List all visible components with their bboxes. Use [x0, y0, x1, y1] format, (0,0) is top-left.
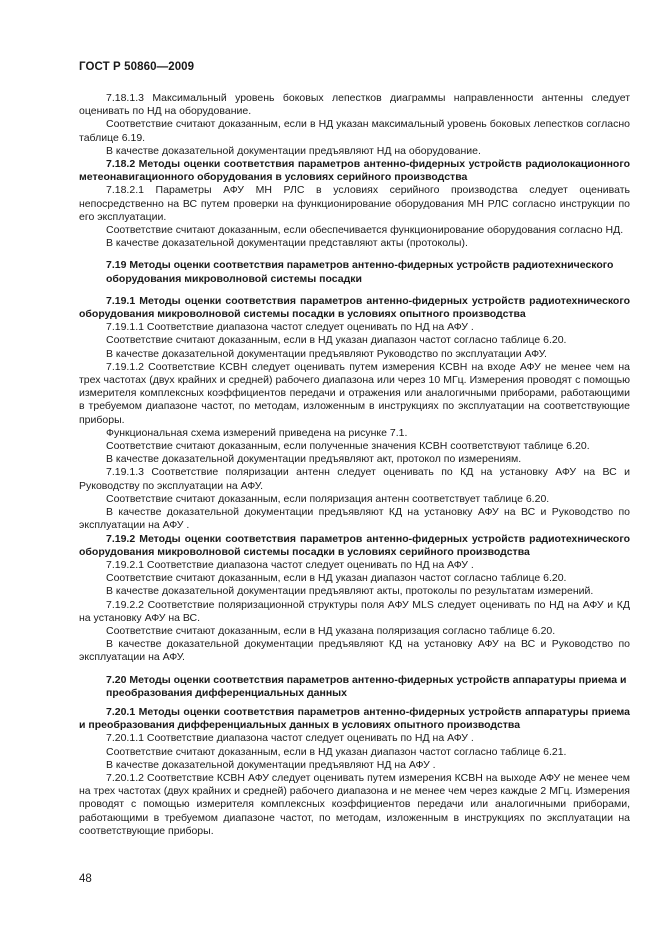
- paragraph: Соответствие считают доказанным, если в НД указан диапазон частот согласно таблице 6.20.: [106, 572, 567, 585]
- paragraph: Соответствие считают доказанным, если в НД указан диапазон частот согласно таблице 6.21.: [106, 745, 567, 758]
- paragraph: Соответствие считают доказанным, если поляризация антенн соответствует таблице 6.20.: [106, 492, 550, 505]
- paragraph: В качестве доказательной документации представляют акты (протоколы).: [106, 237, 468, 250]
- paragraph: Соответствие считают доказанным, если в НД указан диапазон частот согласно таблице 6.20.: [106, 334, 567, 347]
- paragraph: Соответствие считают доказанным, если в НД указан максимальный уровень боковых лепестков согласно таблице 6.19.: [79, 118, 630, 144]
- paragraph: Соответствие считают доказанным, если обеспечивается функционирование оборудования согласно НД.: [106, 224, 624, 237]
- page-number: 48: [79, 873, 92, 885]
- paragraph: В качестве доказательной документации предъявляют КД на установку АФУ на ВС и Руководство по эксплуатации на АФУ.: [79, 638, 630, 664]
- subsection-heading: 7.20.1 Методы оценки соответствия параметров антенно-фидерных устройств аппаратуры приема и преобразования дифференциальных данных в условиях опытного производства: [79, 705, 630, 732]
- paragraph: 7.20.1.1 Соответствие диапазона частот следует оценивать по НД на АФУ .: [106, 732, 474, 745]
- paragraph: 7.20.1.2 Соответствие КСВН АФУ следует оценивать путем измерения КСВН на выходе АФУ не менее чем на трех частотах (двух крайних и средней) рабочего диапазона и не менее чем через каждые 2 МГц. Измерения проводят с помощью измерителя комплексных коэффициентов передачи или аналогичными приборами, работающими в требуемом диапазоне частот, по методам, изложенным в инструкциях по эксплуатации на соответствующие приборы.: [79, 771, 630, 837]
- section-heading: 7.19 Методы оценки соответствия параметров антенно-фидерных устройств радиотехнического оборудования микроволновой системы посадки: [106, 259, 614, 285]
- paragraph: 7.19.1.2 Соответствие КСВН следует оценивать путем измерения КСВН на входе АФУ не менее чем на трех частотах (двух крайних и средней) рабочего диапазона или через 10 МГц. Измерения проводят с помощью измерителя комплексных коэффициентов передачи и отражения или аналогичными приборами, работающими в требуемом диапазоне частот, по методам, изложенным в инструкциях по эксплуатации на соответствующие приборы.: [79, 360, 630, 426]
- paragraph: В качестве доказательной документации предъявляют Руководство по эксплуатации АФУ.: [106, 347, 547, 360]
- paragraph: В качестве доказательной документации предъявляют акт, протокол по измерениям.: [106, 453, 522, 466]
- paragraph: В качестве доказательной документации предъявляют КД на установку АФУ на ВС и Руководство по эксплуатации на АФУ .: [79, 506, 630, 532]
- paragraph: Функциональная схема измерений приведена на рисунке 7.1.: [106, 426, 408, 439]
- section-heading: 7.20 Методы оценки соответствия параметров антенно-фидерных устройств аппаратуры приема и преобразования дифференциальных данных: [106, 673, 627, 699]
- subsection-heading: 7.19.1 Методы оценки соответствия параметров антенно-фидерных устройств радиотехнического оборудования микроволновой системы посадки в условиях опытного производства: [79, 294, 630, 321]
- document-body: [79, 92, 630, 838]
- paragraph: Соответствие считают доказанным, если в НД указана поляризация согласно таблице 6.20.: [106, 624, 556, 637]
- paragraph: 7.19.2.2 Соответствие поляризационной структуры поля АФУ MLS следует оценивать по НД на АФУ и КД на установку АФУ на ВС.: [79, 598, 630, 624]
- subsection-heading: 7.18.2 Методы оценки соответствия параметров антенно-фидерных устройств радиолокационного метеонавигационного оборудования в условиях серийного производства: [79, 158, 630, 184]
- paragraph: В качестве доказательной документации предъявляют НД на АФУ .: [106, 758, 436, 771]
- document-header: ГОСТ Р 50860—2009: [79, 61, 195, 73]
- subsection-heading: 7.19.2 Методы оценки соответствия параметров антенно-фидерных устройств радиотехнического оборудования микроволновой системы посадки в условиях серийного производства: [79, 532, 630, 558]
- paragraph: Соответствие считают доказанным, если полученные значения КСВН соответствуют таблице 6.20.: [106, 440, 590, 453]
- paragraph: В качестве доказательной документации предъявляют НД на оборудование.: [106, 144, 481, 157]
- paragraph: 7.19.2.1 Соответствие диапазона частот следует оценивать по НД на АФУ .: [106, 558, 474, 571]
- paragraph: 7.18.2.1 Параметры АФУ МН РЛС в условиях серийного производства следует оценивать непосредственно на ВС путем проверки на функционирование оборудования МН РЛС согласно инструкции по его эксплуатации.: [79, 184, 630, 223]
- paragraph: В качестве доказательной документации предъявляют акты, протоколы по результатам измерений.: [106, 585, 594, 598]
- paragraph: 7.19.1.1 Соответствие диапазона частот следует оценивать по НД на АФУ .: [106, 321, 474, 334]
- paragraph: 7.18.1.3 Максимальный уровень боковых лепестков диаграммы направленности антенны следует оценивать по НД на оборудование.: [79, 92, 630, 118]
- paragraph: 7.19.1.3 Соответствие поляризации антенн следует оценивать по КД на установку АФУ на ВС и Руководству по эксплуатации на АФУ.: [79, 466, 630, 492]
